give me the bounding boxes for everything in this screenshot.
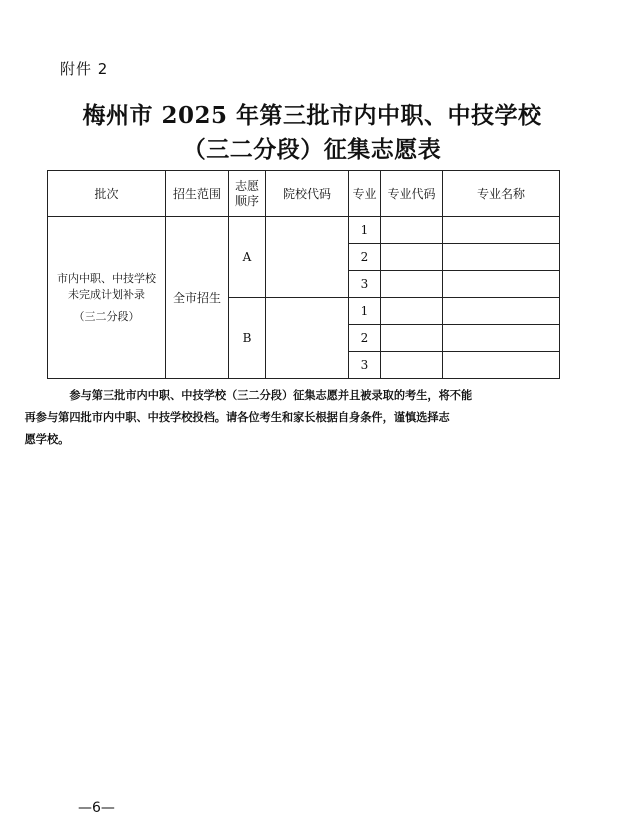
header-scope: 招生范围 xyxy=(166,171,229,217)
major-code-input[interactable] xyxy=(381,325,443,352)
page-number: —6— xyxy=(78,800,115,816)
header-order-line2: 顺序 xyxy=(234,193,259,208)
major-number-cell: 1 xyxy=(349,217,381,244)
major-name-input[interactable] xyxy=(443,325,560,352)
major-code-input[interactable] xyxy=(381,244,443,271)
major-number-cell: 2 xyxy=(349,244,381,271)
school-code-a-input[interactable] xyxy=(266,217,349,298)
major-number-cell: 3 xyxy=(349,352,381,379)
batch-line2: 未完成计划补录 xyxy=(68,287,145,301)
major-number-cell: 3 xyxy=(349,271,381,298)
batch-line1: 市内中职、中技学校 xyxy=(57,271,156,285)
order-b-cell: B xyxy=(229,298,266,379)
batch-line3: （三二分段） xyxy=(73,309,140,323)
major-name-input[interactable] xyxy=(443,298,560,325)
major-name-input[interactable] xyxy=(443,271,560,298)
note-line2: 再参与第四批市内中职、中技学校投档。请各位考生和家长根据自身条件，谨慎选择志 xyxy=(24,411,450,424)
scope-cell: 全市招生 xyxy=(166,217,229,379)
table-header-row xyxy=(48,171,560,217)
major-number-cell: 2 xyxy=(349,325,381,352)
application-form-table xyxy=(47,170,560,379)
note-line3: 愿学校。 xyxy=(24,433,70,446)
major-code-input[interactable] xyxy=(381,217,443,244)
header-major-code: 专业代码 xyxy=(381,171,443,217)
major-code-input[interactable] xyxy=(381,298,443,325)
major-code-input[interactable] xyxy=(381,352,443,379)
major-name-input[interactable] xyxy=(443,352,560,379)
header-batch: 批次 xyxy=(48,171,166,217)
order-a-cell: A xyxy=(229,217,266,298)
major-number-cell: 1 xyxy=(349,298,381,325)
school-code-b-input[interactable] xyxy=(266,298,349,379)
batch-cell xyxy=(48,217,166,379)
table-row xyxy=(48,217,560,244)
document-title-line1: 梅州市 2025 年第三批市内中职、中技学校 xyxy=(82,102,542,129)
document-title-line2: （三二分段）征集志愿表 xyxy=(182,136,442,163)
major-code-input[interactable] xyxy=(381,271,443,298)
header-major: 专业 xyxy=(349,171,381,217)
note-paragraph xyxy=(24,385,562,451)
note-line1: 参与第三批市内中职、中技学校（三二分段）征集志愿并且被录取的考生，将不能 xyxy=(69,389,473,402)
header-order-line1: 志愿 xyxy=(234,178,259,193)
header-major-name: 专业名称 xyxy=(443,171,560,217)
attachment-label: 附件 2 xyxy=(60,60,109,78)
header-order xyxy=(229,171,266,217)
major-name-input[interactable] xyxy=(443,244,560,271)
header-school-code: 院校代码 xyxy=(266,171,349,217)
major-name-input[interactable] xyxy=(443,217,560,244)
